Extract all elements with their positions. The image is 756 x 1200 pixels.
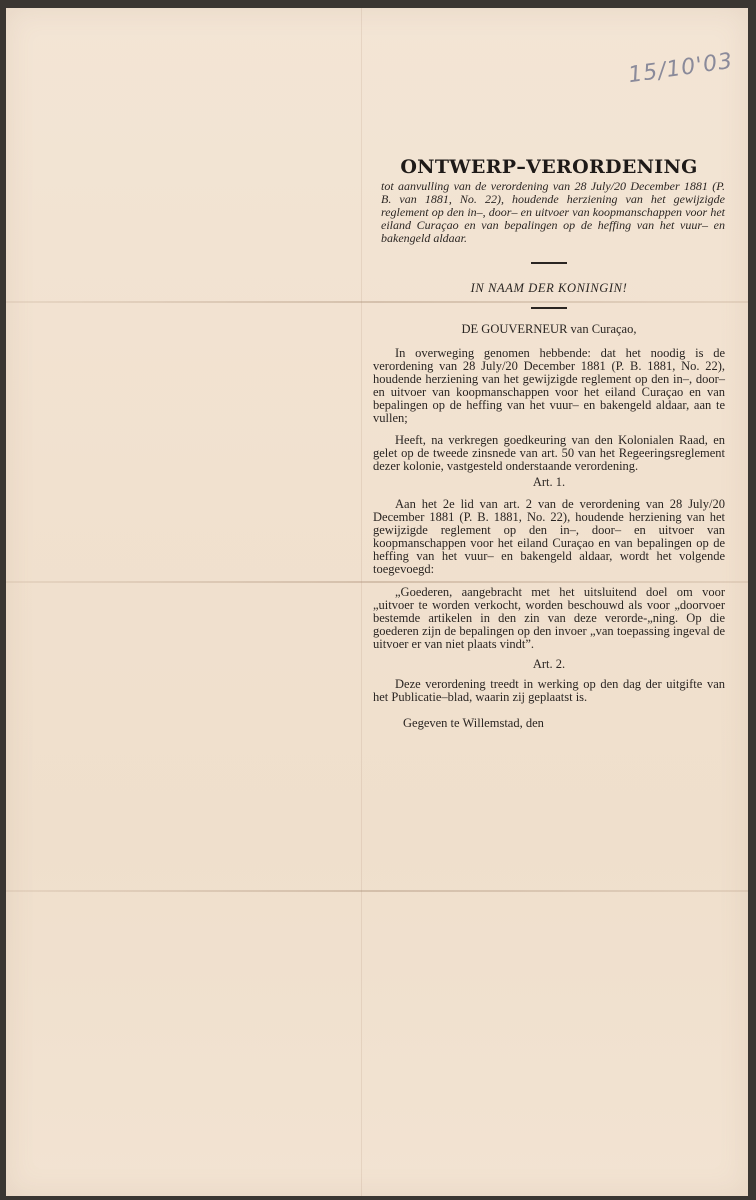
ordinance-text-column: [373, 156, 725, 731]
document-subtitle: tot aanvulling van de verordening van 28 July/20 December 1881 (P. B. van 1881, No. 22), houdende herziening van het gewijzigde reglement op den in–, door– en uitvoer van koopmanschappen voor het eiland Curaçao en van bepalingen op de heffing van het vuur– en bakengeld aldaar.: [381, 179, 725, 245]
enactment-paragraph: Heeft, na verkregen goedkeuring van den Kolonialen Raad, en gelet op de tweede zinsnede van art. 50 van het Regeeringsreglement dezer kolonie, vastgesteld onderstaande verordening.: [373, 433, 725, 473]
paper-fold-line: [361, 8, 362, 1196]
article-1-quote: „Goederen, aangebracht met het uitsluitend doel om voor „uitvoer te worden verkocht, worden beschouwd als voor „doorvoer bestemde artikelen in den zin van deze verorde-„ning. Op die goederen zijn de bepalingen op den invoer „van toepassing ingeval de uitvoer er van niet plaats vindt”.: [373, 585, 725, 651]
article-2-text: Deze verordening treedt in werking op den dag der uitgifte van het Publicatie–blad, waarin zij geplaatst is.: [373, 677, 725, 704]
article-2-heading: Art. 2.: [532, 657, 566, 671]
preamble-paragraph: In overweging genomen hebbende: dat het noodig is de verordening van 28 July/20 December 1881 (P. B. 1881, No. 22), houdende herziening van het gewijzigde reglement op den in–, door– en uitvoer van koopmanschappen voor het eiland Curaçao en van bepalingen op de heffing van het vuur– en bakengeld aldaar, aan te vullen;: [373, 346, 725, 425]
paper-fold-line: [6, 890, 748, 892]
article-1-heading: Art. 1.: [532, 475, 566, 489]
document-page: [6, 8, 748, 1196]
handwritten-date-note: 15/10'03: [626, 48, 735, 89]
governor-heading: DE GOUVERNEUR van Curaçao,: [461, 322, 637, 336]
closing-line: Gegeven te Willemstad, den: [403, 716, 544, 730]
article-1-text: Aan het 2e lid van art. 2 van de verordening van 28 July/20 December 1881 (P. B. 1881, No. 22), houdende herziening van het gewijzigde reglement op den in–, door– en uitvoer van koopmanschappen voor het eiland Curaçao en van bepalingen op de heffing van het vuur– en bakengeld aldaar, wordt het volgende toegevoegd:: [373, 497, 725, 576]
document-title: ONTWERP–VERORDENING: [400, 156, 698, 178]
royal-invocation: IN NAAM DER KONINGIN!: [470, 281, 628, 295]
